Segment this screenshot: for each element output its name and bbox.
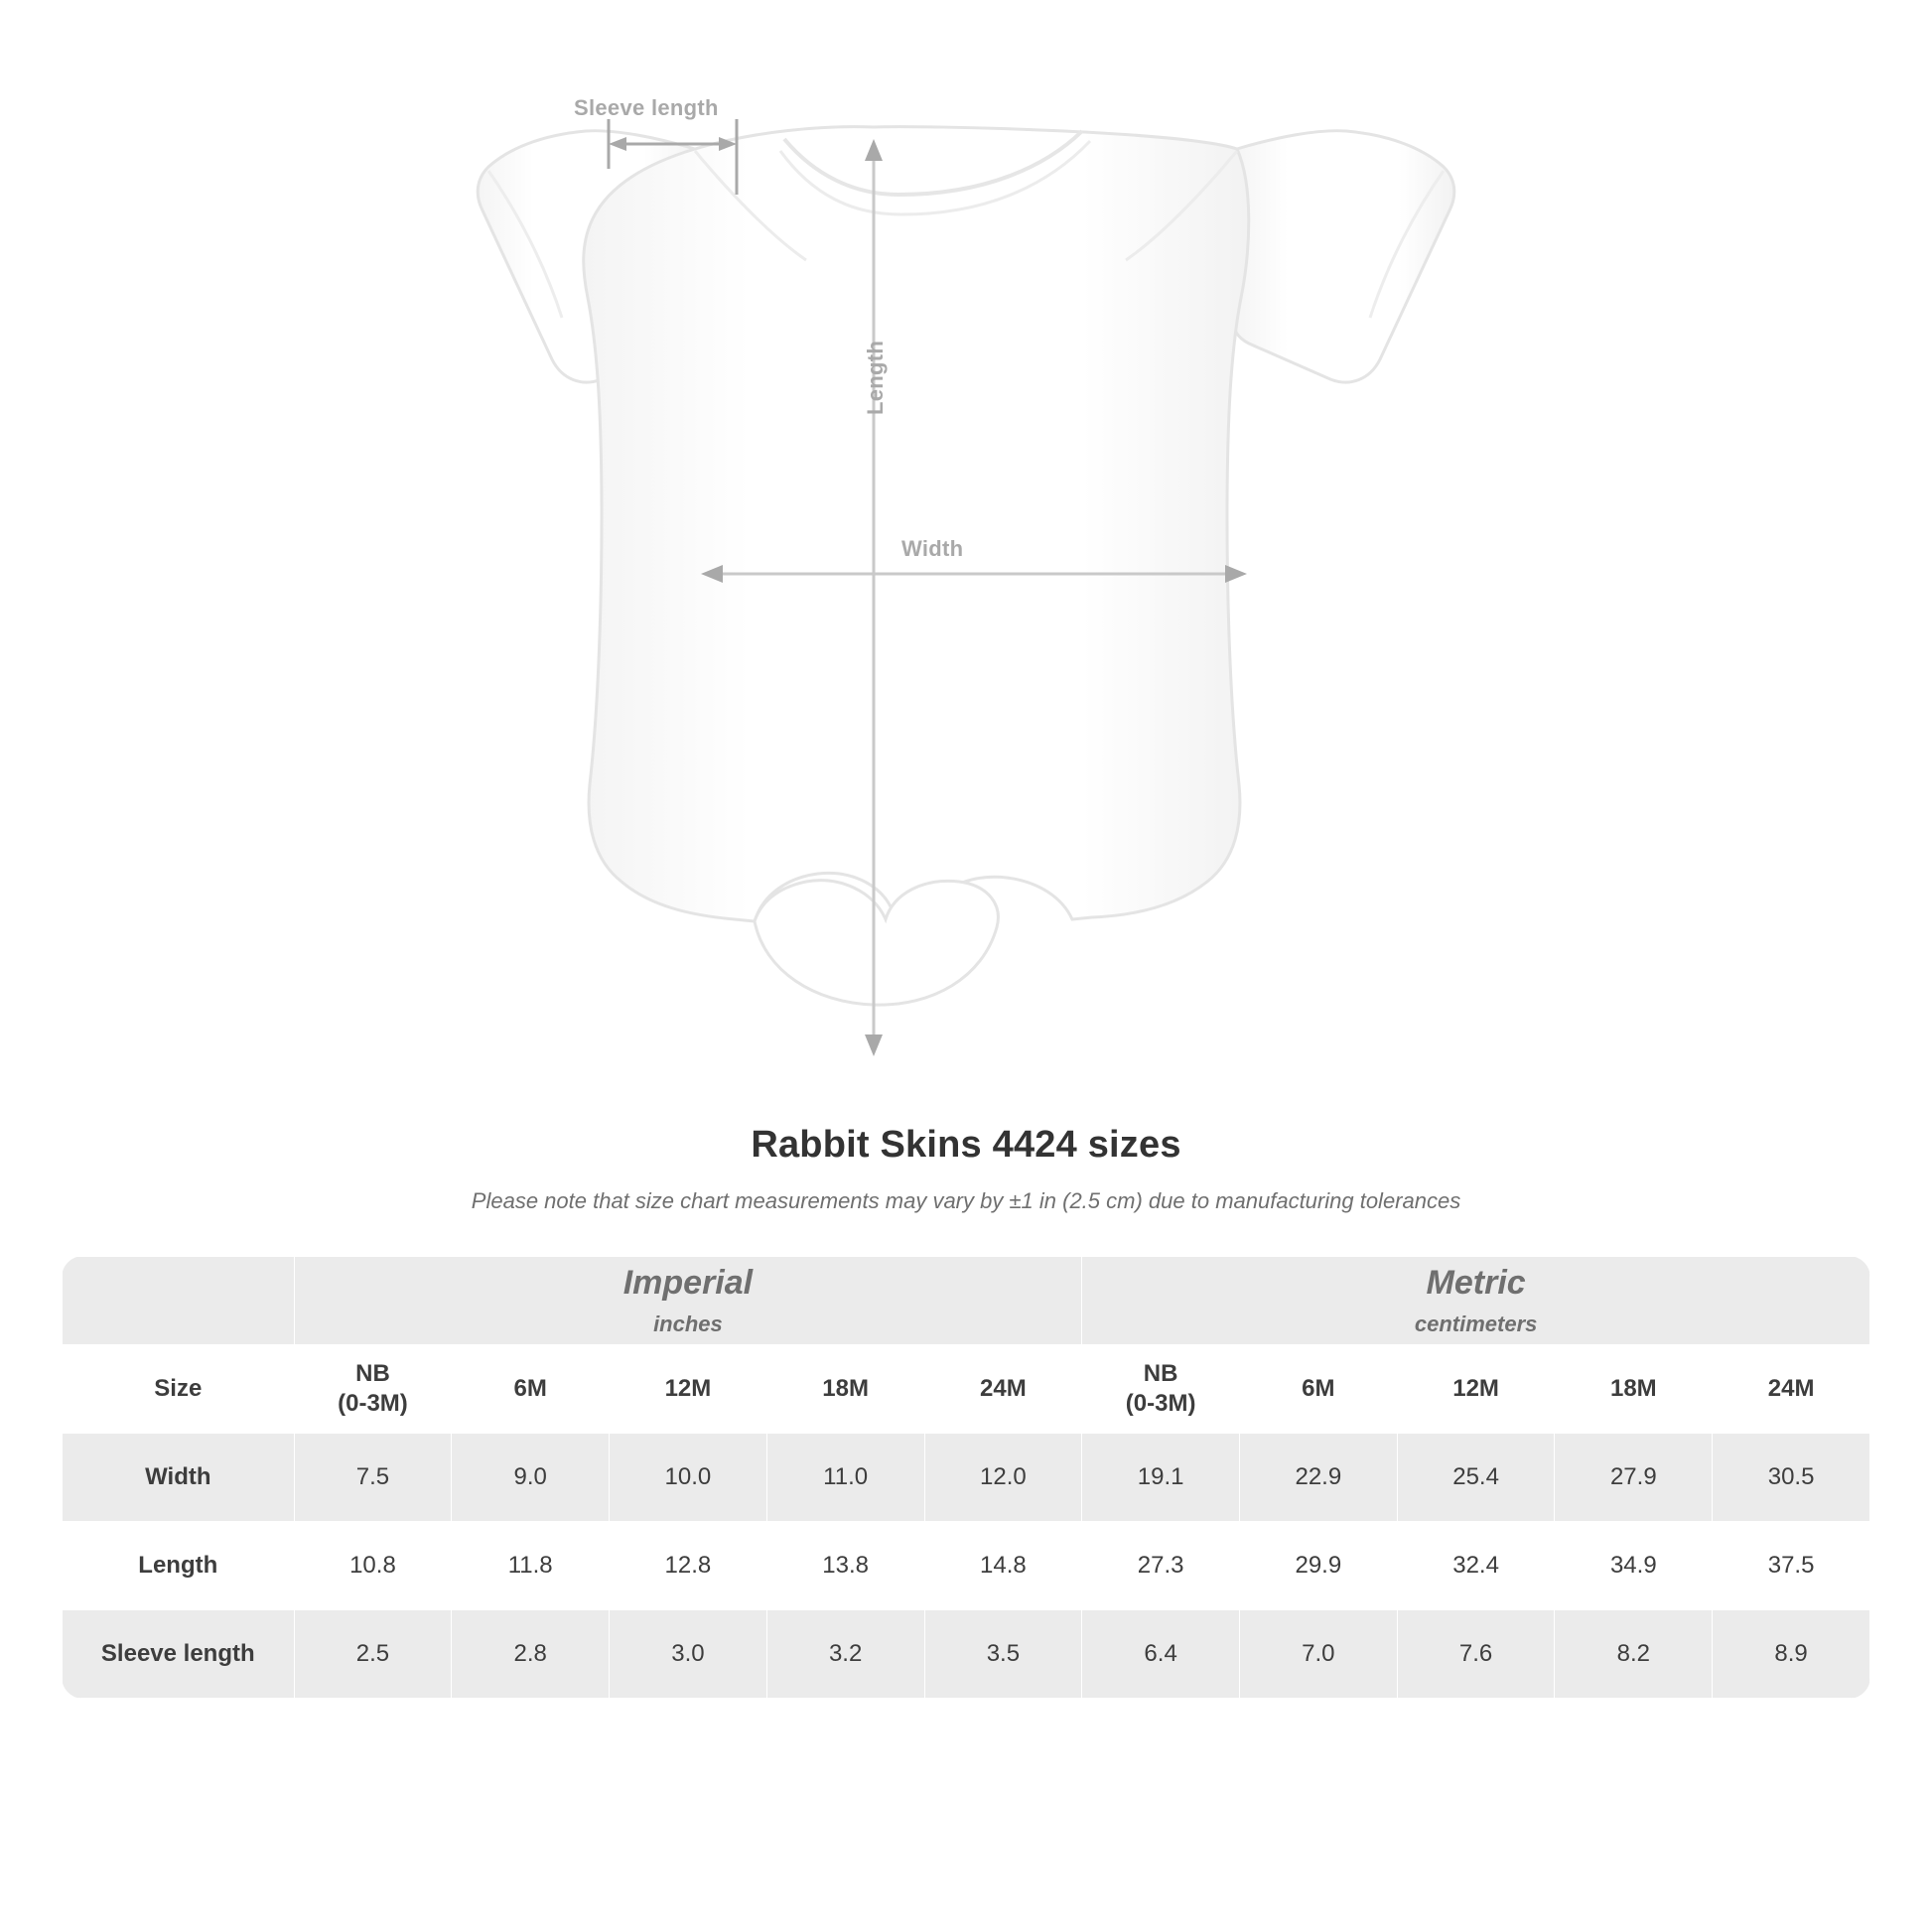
cell-sleeve-18m-cm: 8.2 <box>1555 1610 1713 1699</box>
row-label-width: Width <box>63 1434 295 1522</box>
cell-sleeve-12m-in: 3.0 <box>610 1610 767 1699</box>
cell-width-12m-cm: 25.4 <box>1397 1434 1555 1522</box>
column-header-24m-imperial: 24M <box>924 1345 1082 1434</box>
column-header-nb-metric: NB (0-3M) <box>1082 1345 1240 1434</box>
cell-length-6m-in: 11.8 <box>452 1522 610 1610</box>
cell-length-12m-cm: 32.4 <box>1397 1522 1555 1610</box>
cell-sleeve-18m-in: 3.2 <box>766 1610 924 1699</box>
sleeve-length-dimension-label: Sleeve length <box>574 95 719 120</box>
row-label-sleeve-length: Sleeve length <box>63 1610 295 1699</box>
column-header-12m-metric: 12M <box>1397 1345 1555 1434</box>
page-title: Rabbit Skins 4424 sizes <box>751 1124 1181 1166</box>
column-header-6m-metric: 6M <box>1239 1345 1397 1434</box>
size-table-wrapper <box>62 1256 1870 1699</box>
size-table <box>62 1256 1870 1699</box>
unit-corner-cell <box>63 1257 295 1345</box>
cell-width-24m-cm: 30.5 <box>1713 1434 1870 1522</box>
cell-width-12m-in: 10.0 <box>610 1434 767 1522</box>
right-sleeve-shape <box>1233 131 1454 382</box>
cell-width-18m-cm: 27.9 <box>1555 1434 1713 1522</box>
row-label-length: Length <box>63 1522 295 1610</box>
cell-length-nb-in: 10.8 <box>294 1522 452 1610</box>
metric-system-label: Metric <box>1426 1264 1526 1303</box>
cell-width-18m-in: 11.0 <box>766 1434 924 1522</box>
imperial-unit-label: inches <box>653 1311 723 1336</box>
cell-length-12m-in: 12.8 <box>610 1522 767 1610</box>
body-shape <box>584 127 1249 921</box>
size-header-cell: Size <box>63 1345 295 1434</box>
cell-length-nb-cm: 27.3 <box>1082 1522 1240 1610</box>
cell-length-18m-in: 13.8 <box>766 1522 924 1610</box>
imperial-system-label: Imperial <box>622 1264 754 1303</box>
cell-sleeve-24m-cm: 8.9 <box>1713 1610 1870 1699</box>
length-arrow-bottom <box>865 1035 883 1056</box>
imperial-unit-header <box>294 1257 1082 1345</box>
cell-sleeve-24m-in: 3.5 <box>924 1610 1082 1699</box>
metric-unit-header <box>1082 1257 1870 1345</box>
cell-length-24m-cm: 37.5 <box>1713 1522 1870 1610</box>
cell-width-6m-in: 9.0 <box>452 1434 610 1522</box>
unit-header-row <box>63 1257 1870 1345</box>
cell-length-24m-in: 14.8 <box>924 1522 1082 1610</box>
length-dimension-label: Length <box>863 340 888 415</box>
cell-length-18m-cm: 34.9 <box>1555 1522 1713 1610</box>
cell-width-nb-cm: 19.1 <box>1082 1434 1240 1522</box>
column-header-18m-metric: 18M <box>1555 1345 1713 1434</box>
cell-sleeve-nb-in: 2.5 <box>294 1610 452 1699</box>
table-row <box>63 1434 1870 1522</box>
width-arrow-right <box>1225 565 1247 583</box>
snap-panel-shape <box>755 881 998 1005</box>
title-block <box>0 1124 1932 1214</box>
size-header-row <box>63 1345 1870 1434</box>
column-header-6m-imperial: 6M <box>452 1345 610 1434</box>
table-row <box>63 1522 1870 1610</box>
column-header-12m-imperial: 12M <box>610 1345 767 1434</box>
tolerance-note: Please note that size chart measurements may vary by ±1 in (2.5 cm) due to manufacturing tolerances <box>471 1188 1461 1213</box>
metric-unit-label: centimeters <box>1414 1311 1538 1336</box>
table-row <box>63 1610 1870 1699</box>
column-header-24m-metric: 24M <box>1713 1345 1870 1434</box>
cell-width-6m-cm: 22.9 <box>1239 1434 1397 1522</box>
cell-length-6m-cm: 29.9 <box>1239 1522 1397 1610</box>
cell-width-nb-in: 7.5 <box>294 1434 452 1522</box>
cell-sleeve-6m-in: 2.8 <box>452 1610 610 1699</box>
cell-width-24m-in: 12.0 <box>924 1434 1082 1522</box>
cell-sleeve-nb-cm: 6.4 <box>1082 1610 1240 1699</box>
cell-sleeve-12m-cm: 7.6 <box>1397 1610 1555 1699</box>
width-dimension-label: Width <box>901 536 964 561</box>
column-header-nb-imperial: NB (0-3M) <box>294 1345 452 1434</box>
cell-sleeve-6m-cm: 7.0 <box>1239 1610 1397 1699</box>
column-header-18m-imperial: 18M <box>766 1345 924 1434</box>
